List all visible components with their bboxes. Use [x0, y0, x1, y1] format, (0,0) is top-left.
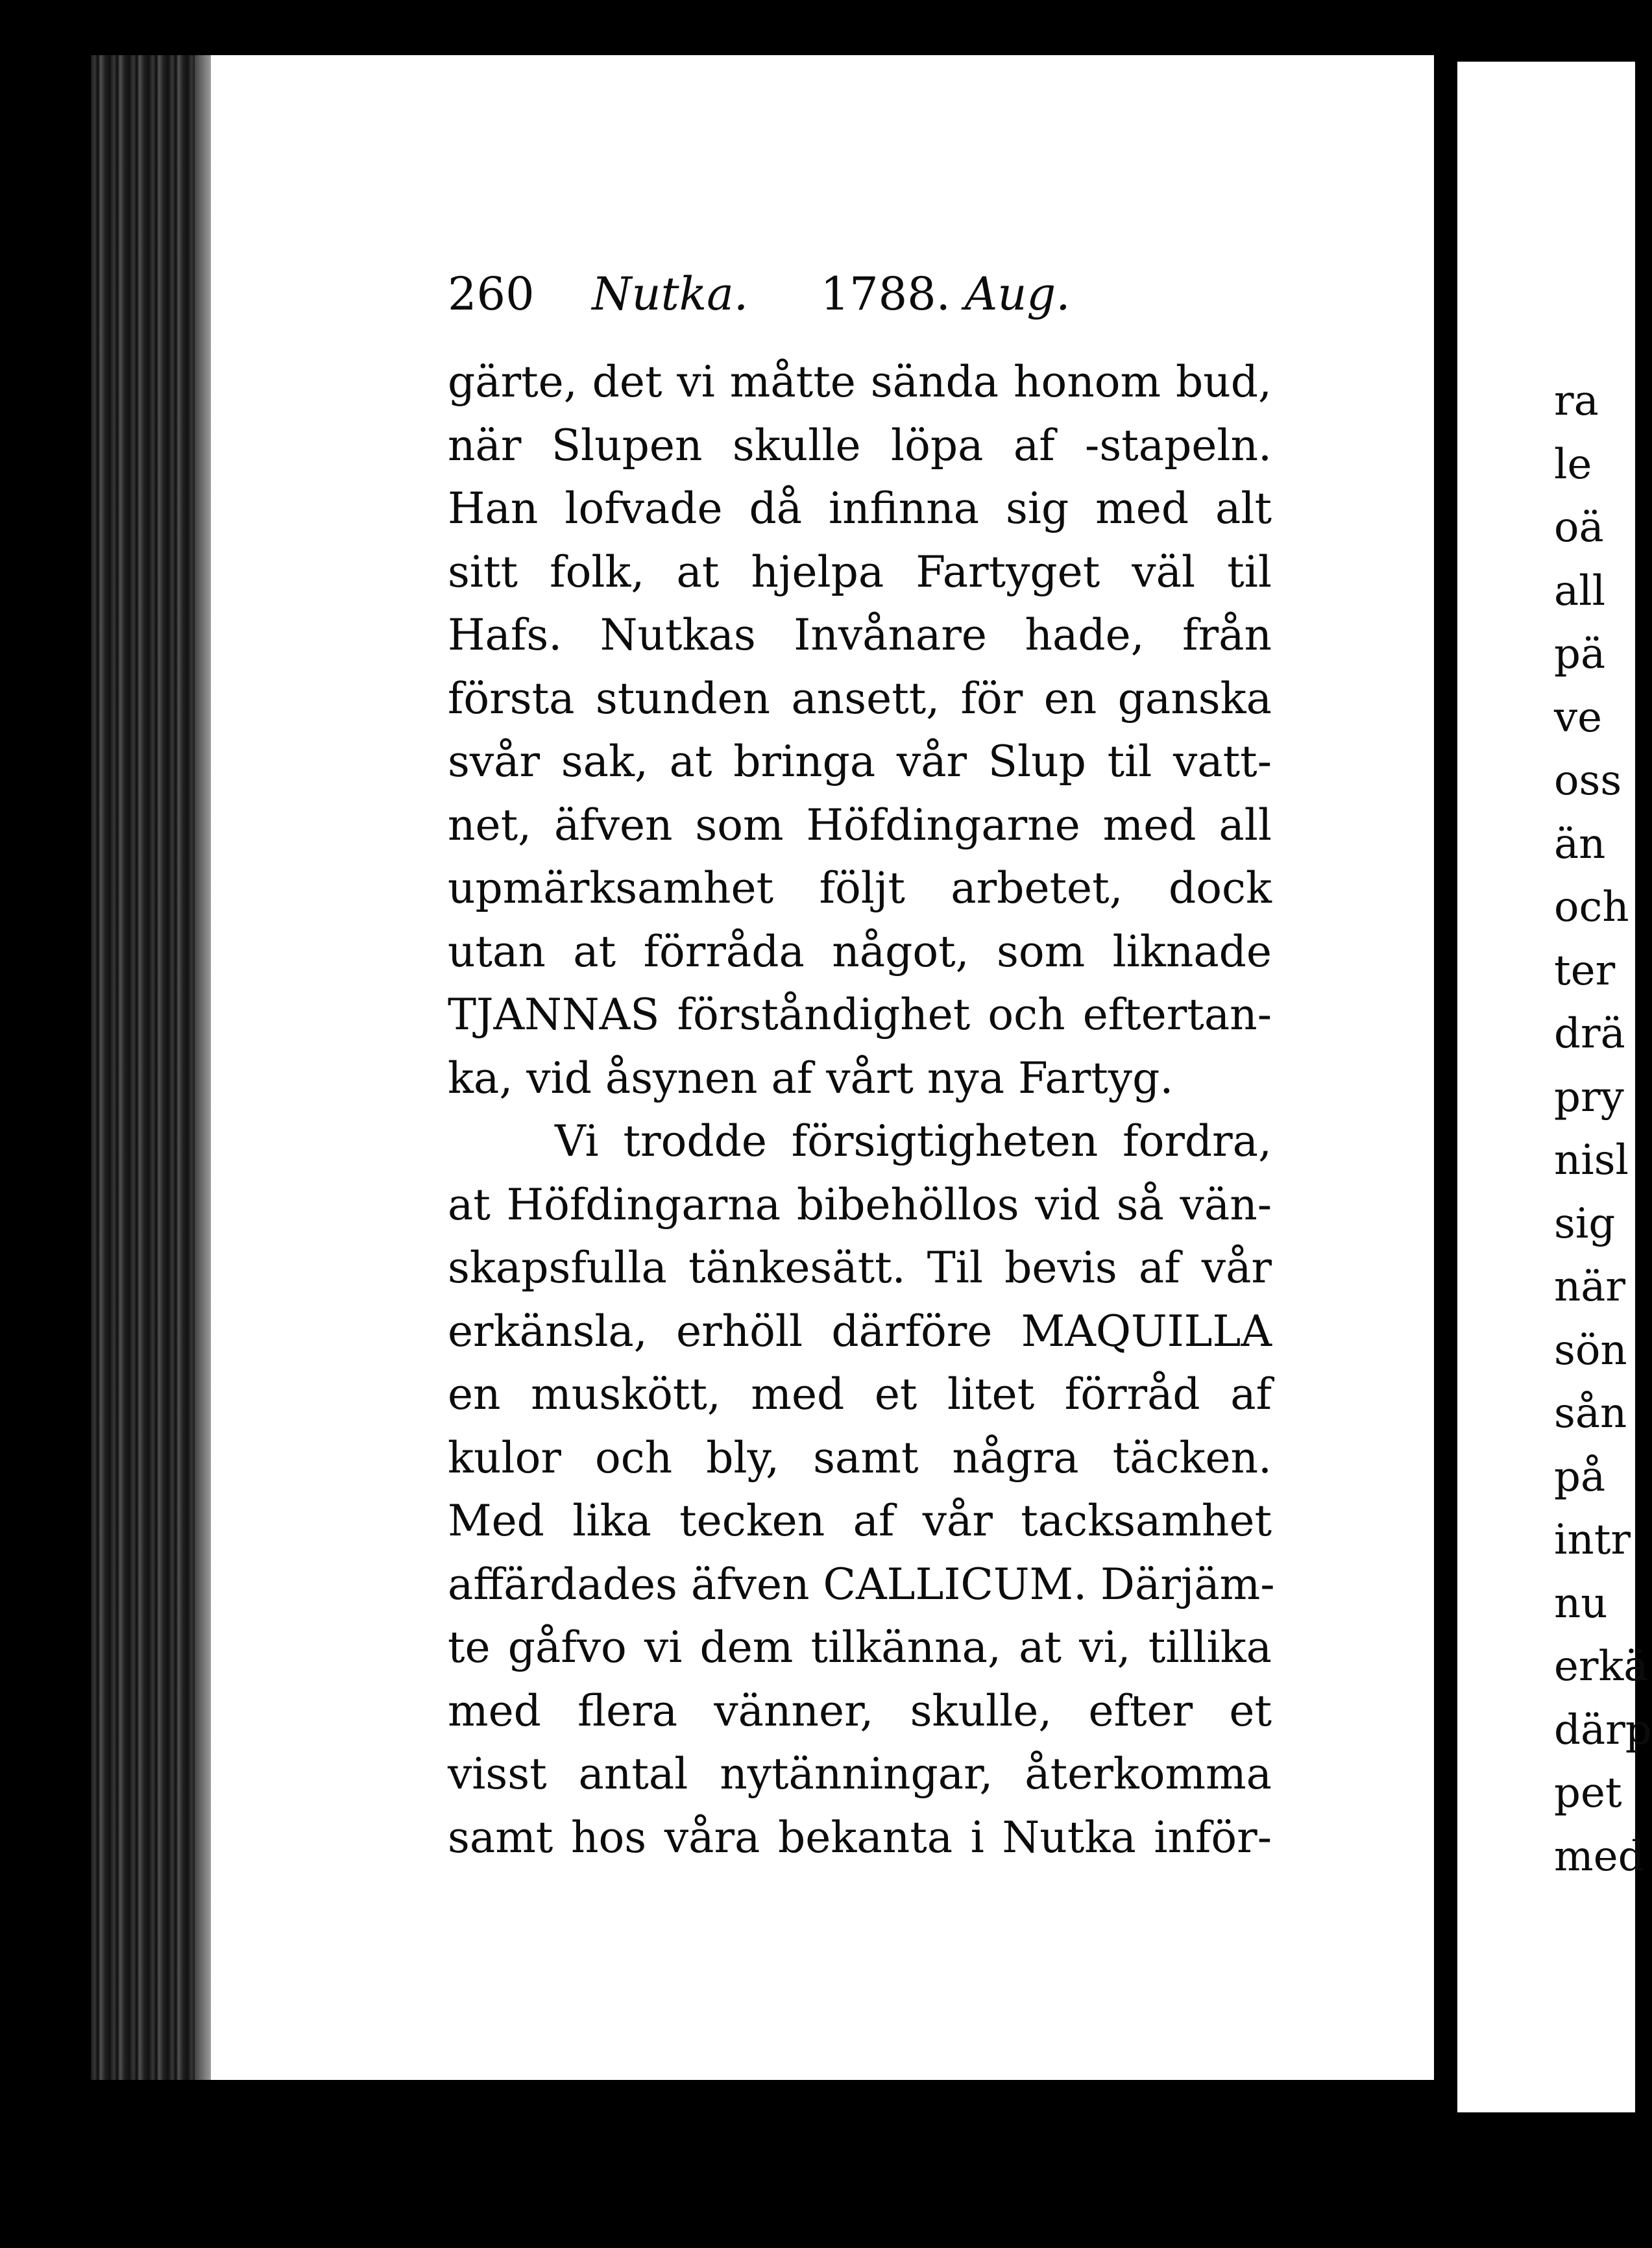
fragment-line: pet [1554, 1769, 1622, 1817]
page-gutter [1434, 55, 1457, 2132]
text-line: första stunden ansett, för en ganska [448, 673, 1272, 724]
text-line: upmärksamhet följt arbetet, dock [448, 863, 1272, 913]
text-line: sitt folk, at hjelpa Fartyget väl til [448, 546, 1272, 597]
text-line: skapsfulla tänkesätt. Til bevis af vår [448, 1243, 1272, 1293]
text-line: affärdades äfven CALLICUM. Därjäm- [448, 1559, 1275, 1609]
fragment-line: ra [1554, 377, 1599, 425]
page-number: 260 [448, 267, 535, 321]
text-line: visst antal nytänningar, återkomma [448, 1749, 1272, 1799]
fragment-line: och [1554, 883, 1629, 931]
text-line: at Höfdingarna bibehöllos vid så vän- [448, 1179, 1272, 1230]
running-title: Nutka. [592, 267, 749, 321]
fragment-line: pry [1554, 1073, 1624, 1121]
fragment-line: nisl [1554, 1136, 1629, 1184]
text-line: te gåfvo vi dem tilkänna, at vi, tillika [448, 1622, 1272, 1672]
text-line: ka, vid åsynen af vårt nya Fartyg. [448, 1053, 1174, 1103]
text-line: när Slupen skulle löpa af -stapeln. [448, 420, 1272, 470]
fragment-line: le [1554, 440, 1592, 489]
text-line: net, äfven som Höfdingarne med all [448, 800, 1272, 850]
fragment-line: intr [1554, 1516, 1631, 1564]
fragment-line: oss [1554, 757, 1622, 805]
fragment-line: när [1554, 1263, 1625, 1311]
text-line: gärte, det vi måtte sända honom bud, [448, 357, 1272, 407]
text-line: Vi trodde försigtigheten fordra, [555, 1116, 1272, 1166]
text-line: svår sak, at bringa vår Slup til vatt- [448, 737, 1272, 787]
fragment-line: erkä [1554, 1643, 1649, 1691]
fragment-line: än [1554, 820, 1606, 868]
fragment-line: sån [1554, 1389, 1627, 1437]
text-line: utan at förråda något, som liknade [448, 926, 1272, 977]
fragment-line: sön [1554, 1326, 1627, 1374]
text-line: med flera vänner, skulle, efter et [448, 1685, 1272, 1736]
running-head [448, 267, 1097, 321]
text-line: Med lika tecken af vår tacksamhet [448, 1496, 1272, 1546]
text-line: Hafs. Nutkas Invånare hade, från [448, 610, 1272, 660]
fragment-line: pä [1554, 630, 1606, 678]
left-page-body [448, 350, 1275, 1869]
text-line: en muskött, med et litet förråd af [448, 1369, 1272, 1419]
fragment-line: nu [1554, 1579, 1608, 1628]
fragment-line: på [1554, 1452, 1606, 1501]
fragment-line: ter [1554, 946, 1616, 995]
fragment-line: all [1554, 567, 1606, 615]
text-line: erkänsla, erhöll därföre MAQUILLA [448, 1306, 1272, 1356]
fragment-line: ve [1554, 693, 1603, 742]
text-line: samt hos våra bekanta i Nutka inför- [448, 1812, 1272, 1863]
running-month: Aug. [964, 267, 1071, 321]
text-line: Han lofvade då infinna sig med alt [448, 483, 1272, 533]
fragment-line: drä [1554, 1010, 1625, 1058]
fragment-line: med [1554, 1832, 1645, 1881]
right-page-fragments [1554, 370, 1652, 1888]
text-line: TJANNAS förståndighet och eftertan- [448, 990, 1272, 1040]
fragment-line: därp [1554, 1705, 1652, 1754]
fragment-line: sig [1554, 1199, 1616, 1248]
text-line: kulor och bly, samt några täcken. [448, 1432, 1272, 1483]
fragment-line: oä [1554, 504, 1604, 552]
running-year: 1788. [820, 267, 951, 321]
